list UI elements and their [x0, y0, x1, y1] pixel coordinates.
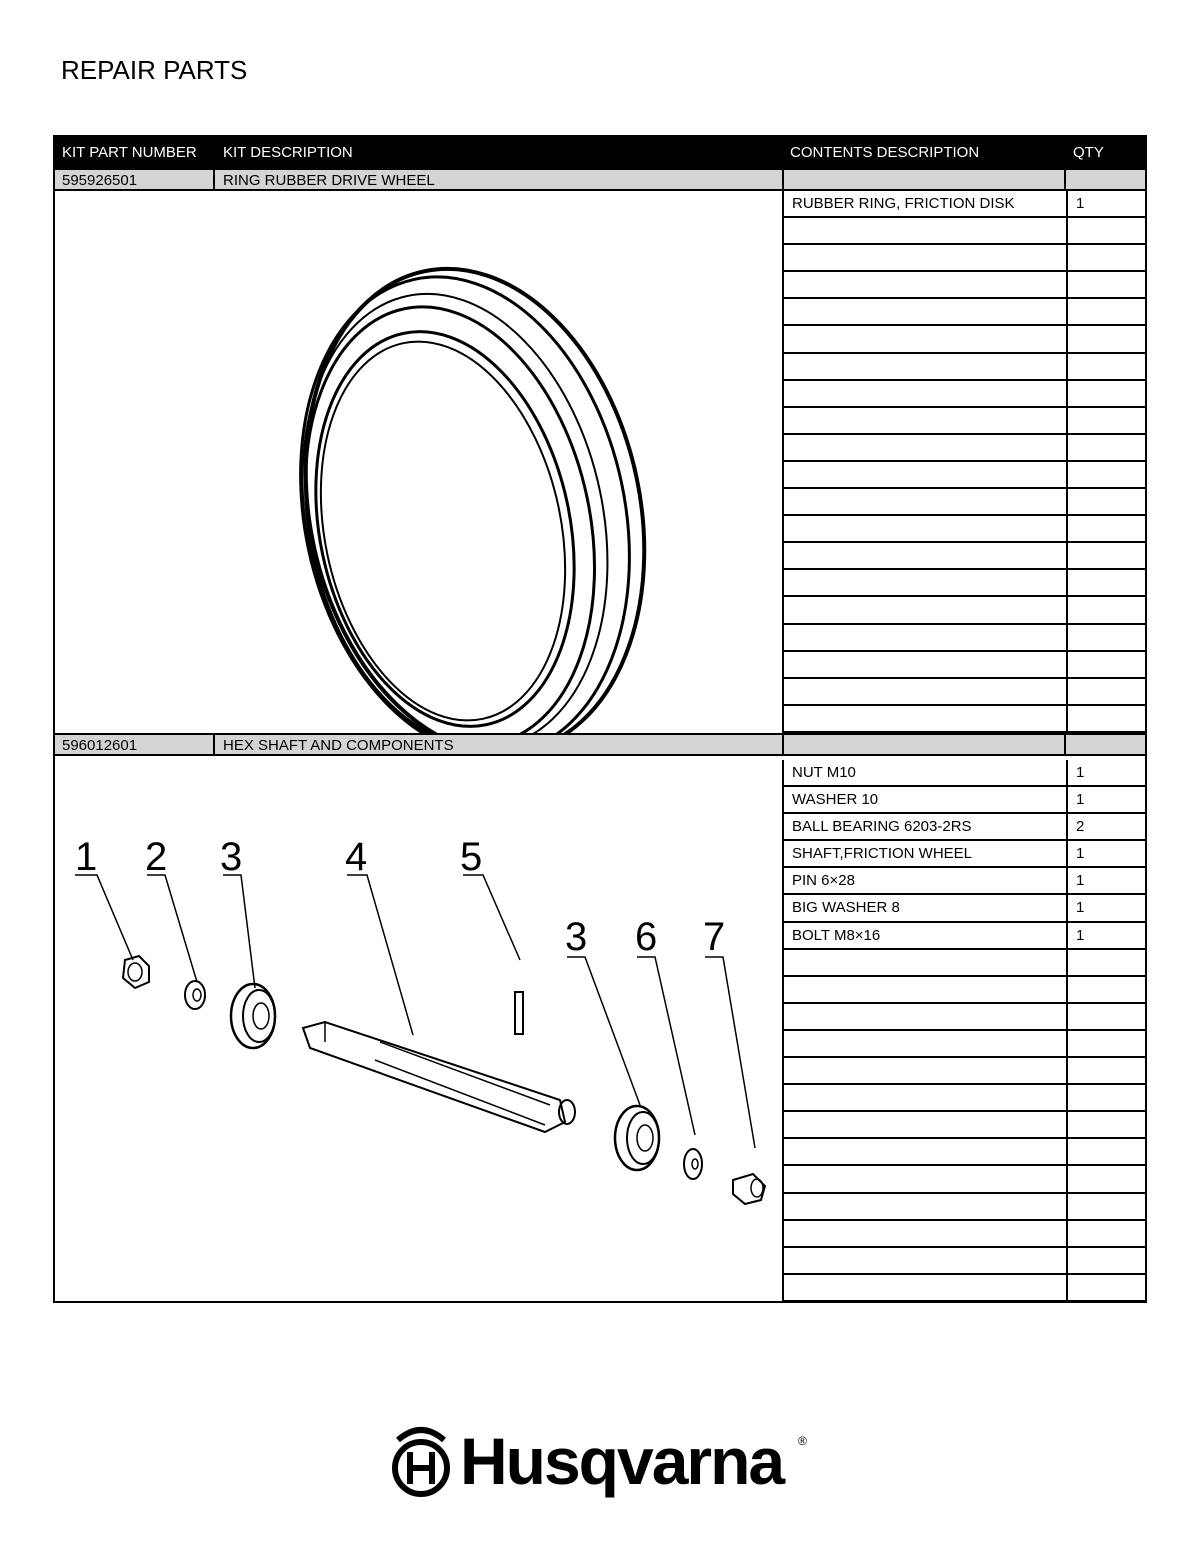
- contents-row: [784, 760, 1145, 787]
- contents-row: [784, 787, 1145, 814]
- contents-qty: 1: [1076, 845, 1085, 863]
- contents-description: BIG WASHER 8: [792, 899, 900, 917]
- header-qty: QTY: [1073, 144, 1104, 161]
- contents-row: [784, 1058, 1145, 1085]
- contents-row: [784, 489, 1145, 516]
- contents-row: [784, 435, 1145, 462]
- contents-row: [784, 272, 1145, 299]
- contents-row: [784, 1139, 1145, 1166]
- header-kit-part-number: KIT PART NUMBER: [62, 144, 197, 161]
- page-title: REPAIR PARTS: [61, 55, 248, 85]
- husqvarna-logo: [388, 1420, 818, 1502]
- contents-row: [784, 950, 1145, 977]
- contents-qty: 1: [1076, 791, 1085, 809]
- contents-qty: 2: [1076, 818, 1085, 836]
- callout-number: 1: [75, 835, 98, 879]
- kit-row: [55, 733, 1145, 756]
- contents-row: [784, 1166, 1145, 1193]
- contents-row: [784, 652, 1145, 679]
- contents-row: [784, 868, 1145, 895]
- header-contents-description: CONTENTS DESCRIPTION: [790, 144, 980, 161]
- callout-number: 6: [635, 915, 658, 959]
- callout-number: 5: [460, 835, 483, 879]
- kit-row: [55, 168, 1145, 191]
- callout-number: 3: [565, 915, 588, 959]
- contents-row: [784, 706, 1145, 733]
- contents-row: [784, 326, 1145, 353]
- kit-contents-list: [782, 760, 1145, 1302]
- contents-description: RUBBER RING, FRICTION DISK: [792, 195, 1015, 212]
- contents-row: [784, 679, 1145, 706]
- contents-row: [784, 354, 1145, 381]
- contents-description: SHAFT,FRICTION WHEEL: [792, 845, 973, 863]
- contents-row: [784, 570, 1145, 597]
- contents-row: [784, 381, 1145, 408]
- contents-row: [784, 462, 1145, 489]
- contents-row: [784, 1112, 1145, 1139]
- logo-word: Husqvarna: [460, 1424, 784, 1498]
- kit-part-number: 595926501: [62, 172, 138, 189]
- kit-description: RING RUBBER DRIVE WHEEL: [223, 172, 435, 189]
- contents-row: [784, 543, 1145, 570]
- contents-row: [784, 923, 1145, 950]
- contents-description: BALL BEARING 6203-2RS: [792, 818, 972, 836]
- contents-row: [784, 895, 1145, 922]
- table-header: [55, 137, 1145, 169]
- contents-description: BOLT M8×16: [792, 926, 881, 944]
- rubber-ring-illustration: [55, 191, 782, 733]
- callout-number: 7: [703, 915, 726, 959]
- contents-row: [784, 1004, 1145, 1031]
- contents-row: [784, 1194, 1145, 1221]
- contents-qty: 1: [1076, 764, 1085, 781]
- hex-shaft-exploded-view: [55, 760, 782, 1302]
- header-kit-description: KIT DESCRIPTION: [223, 144, 353, 161]
- contents-row: [784, 1275, 1145, 1302]
- kit-description: HEX SHAFT AND COMPONENTS: [223, 737, 454, 754]
- contents-row: [784, 625, 1145, 652]
- contents-row: [784, 814, 1145, 841]
- crown-h-icon: [388, 1420, 454, 1502]
- parts-table: [53, 135, 1147, 1303]
- contents-row: [784, 977, 1145, 1004]
- contents-row: [784, 1031, 1145, 1058]
- contents-row: [784, 191, 1145, 218]
- registered-mark: ®: [798, 1434, 807, 1448]
- contents-row: [784, 516, 1145, 543]
- contents-description: WASHER 10: [792, 791, 879, 809]
- contents-qty: 1: [1076, 872, 1085, 890]
- contents-row: [784, 408, 1145, 435]
- contents-row: [784, 597, 1145, 624]
- callout-number: 2: [145, 835, 168, 879]
- contents-row: [784, 218, 1145, 245]
- callout-number: 4: [345, 835, 368, 879]
- contents-row: [784, 245, 1145, 272]
- contents-qty: 1: [1076, 926, 1085, 944]
- contents-row: [784, 1221, 1145, 1248]
- contents-description: NUT M10: [792, 764, 856, 781]
- kit-contents-list: [782, 191, 1145, 733]
- contents-row: [784, 1248, 1145, 1275]
- contents-row: [784, 1085, 1145, 1112]
- contents-row: [784, 299, 1145, 326]
- kit-part-number: 596012601: [62, 737, 138, 754]
- callout-number: 3: [220, 835, 243, 879]
- contents-description: PIN 6×28: [792, 872, 855, 890]
- contents-row: [784, 841, 1145, 868]
- contents-qty: 1: [1076, 195, 1085, 212]
- contents-qty: 1: [1076, 899, 1085, 917]
